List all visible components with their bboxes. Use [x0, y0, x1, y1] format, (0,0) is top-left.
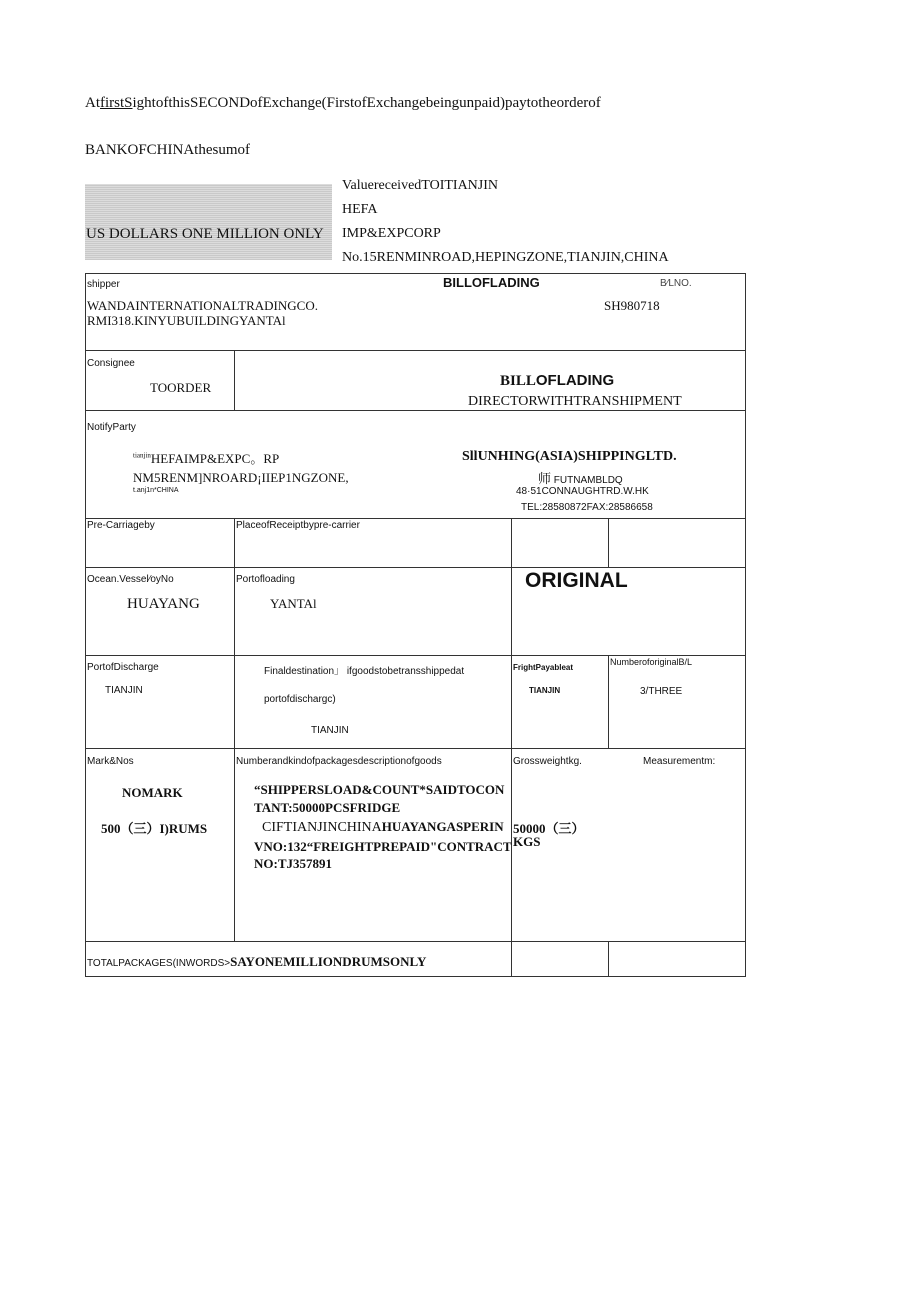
original-stamp: ORIGINAL	[525, 569, 628, 592]
bl-no-label: B⁄LNO.	[660, 278, 692, 289]
goods-description-5: NO:TJ357891	[254, 856, 332, 871]
value-received: ValuereceivedTOITIANJIN	[342, 178, 499, 193]
notify-line-1	[133, 448, 279, 467]
notify-party-label: NotifyParty	[87, 422, 136, 433]
goods-description-3	[262, 819, 504, 836]
carrier-address-1	[538, 468, 623, 487]
shipper-label: shipper	[87, 279, 120, 290]
bl-heading-oflading: OFLADING	[535, 372, 615, 389]
goods-description-2: TANT:50000PCSFRIDGE	[254, 800, 401, 815]
table-border-bottom	[85, 976, 746, 977]
total-packages	[87, 954, 426, 970]
bl-heading-bill: BILL	[500, 373, 536, 389]
port-of-loading-value: YANTAl	[270, 596, 317, 611]
vessel-value: HUAYANG	[127, 596, 200, 612]
carrier-address-glyph: 师	[538, 471, 552, 486]
amount-in-words: US DOLLARS ONE MILLION ONLY	[86, 226, 324, 242]
measurement-label: Measurementm:	[643, 756, 716, 767]
exchange-line-1-underlined: firstS	[100, 95, 133, 111]
bill-of-lading-title: BILLOFLADING	[443, 275, 540, 290]
total-packages-value: SAYONEMILLIONDRUMSONLY	[230, 954, 427, 969]
goods-description-4: VNO:132“FREIGHTPREPAID"CONTRACT	[254, 839, 512, 854]
port-of-discharge-label: PortofDischarge	[87, 662, 159, 673]
table-border-left	[85, 273, 86, 977]
notify-prefix: tianjin	[133, 451, 151, 460]
rule-after-discharge	[85, 748, 746, 749]
goods-description-3-a: CIFTIANJINCHINA	[262, 820, 382, 835]
exchange-line-1-end: ightofthisSECONDofExchange(FirstofExchangebeingunpaid)paytotheorderof	[132, 95, 601, 111]
carrier-telephone: TEL:28580872FAX:28586658	[521, 502, 653, 513]
exchange-line-2: BANKOFCHINAthesumof	[85, 142, 250, 158]
marks-label: Mark&Nos	[87, 756, 134, 767]
shipper-line-1: WANDAINTERNATIONALTRADINGCO.	[87, 298, 318, 313]
col-rule-right-b	[608, 655, 609, 749]
goods-description-1: “SHIPPERSLOAD&COUNT*SAIDTOCON	[254, 782, 505, 797]
notify-line-2: NM5RENM]NROARD¡IIEP1NGZONE,	[133, 470, 349, 485]
notify-line-3: t.anj1n*CHINA	[133, 487, 179, 494]
carrier-name: SllUNHING(ASIA)SHIPPINGLTD.	[462, 449, 677, 464]
port-of-discharge-value: TIANJIN	[105, 685, 143, 696]
notify-line-1-text: HEFAIMP&EXPC。RP	[150, 451, 280, 466]
gross-weight-line-2: KGS	[513, 834, 541, 849]
port-of-loading-label: Portofloading	[236, 574, 295, 585]
consignee-value: TOORDER	[150, 380, 212, 395]
table-border-top	[85, 273, 746, 274]
col-rule-right-a	[608, 518, 609, 568]
rule-before-total	[85, 941, 746, 942]
gross-weight-line-1: 50000（三）	[513, 821, 585, 836]
col-rule-left	[234, 518, 235, 942]
bl-no-value: SH980718	[604, 298, 660, 313]
rule-after-consignee	[85, 410, 746, 411]
final-destination-value: TIANJIN	[311, 725, 349, 736]
rule-after-notify	[85, 518, 746, 519]
vessel-label: Ocean.Vessel∕oyNo	[87, 574, 174, 585]
freight-payable-value: TIANJIN	[529, 686, 561, 695]
bl-heading	[500, 372, 614, 390]
col-rule-right-c	[608, 941, 609, 977]
col-rule-middle	[511, 518, 512, 977]
carrier-address-building: FUTNAMBLDQ	[553, 475, 623, 486]
number-of-originals-label: NumberoforiginalB/L	[610, 657, 693, 667]
amount-shade	[85, 184, 332, 260]
rule-after-precarriage	[85, 567, 746, 568]
marks-line-2: 500（三）I)RUMS	[101, 821, 208, 836]
drawee-line-3: No.15RENMINROAD,HEPINGZONE,TIANJIN,CHINA	[342, 250, 669, 265]
rule-after-vessel	[85, 655, 746, 656]
drawee-line-2: IMP&EXPCORP	[342, 226, 441, 241]
goods-description-3-b: HUAYANGASPERIN	[381, 819, 504, 834]
carrier-address-2: 48·51CONNAUGHTRD.W.HK	[516, 486, 649, 497]
rule-after-shipper	[85, 350, 746, 351]
number-of-originals-value: 3/THREE	[640, 686, 683, 697]
packages-label: Numberandkindofpackagesdescriptionofgoods	[236, 756, 442, 767]
place-of-receipt-label: PlaceofReceiptbypre-carrier	[236, 520, 360, 531]
freight-payable-label: FrightPayableat	[513, 663, 574, 672]
col-rule-consignee	[234, 350, 235, 411]
total-packages-label: TOTALPACKAGES(INWORDS>	[87, 958, 231, 969]
bl-subtitle: DIRECTORWITHTRANSHIPMENT	[468, 394, 682, 409]
gross-weight-label: Grossweightkg.	[513, 756, 582, 767]
final-destination-label: Finaldestination」 ifgoodstobetransshippedat	[264, 666, 465, 677]
drawee-line-1: HEFA	[342, 202, 378, 217]
consignee-label: Consignee	[87, 358, 135, 369]
exchange-line-1	[85, 95, 601, 112]
table-border-right	[745, 273, 746, 977]
precarriage-label: Pre-Carriageby	[87, 520, 155, 531]
shipper-line-2: RMI318.KINYUBUILDINGYANTAl	[87, 313, 286, 328]
exchange-line-1-start: At	[85, 95, 100, 111]
final-destination-label-2: portofdischargc)	[264, 694, 336, 705]
marks-line-1: NOMARK	[122, 785, 183, 800]
